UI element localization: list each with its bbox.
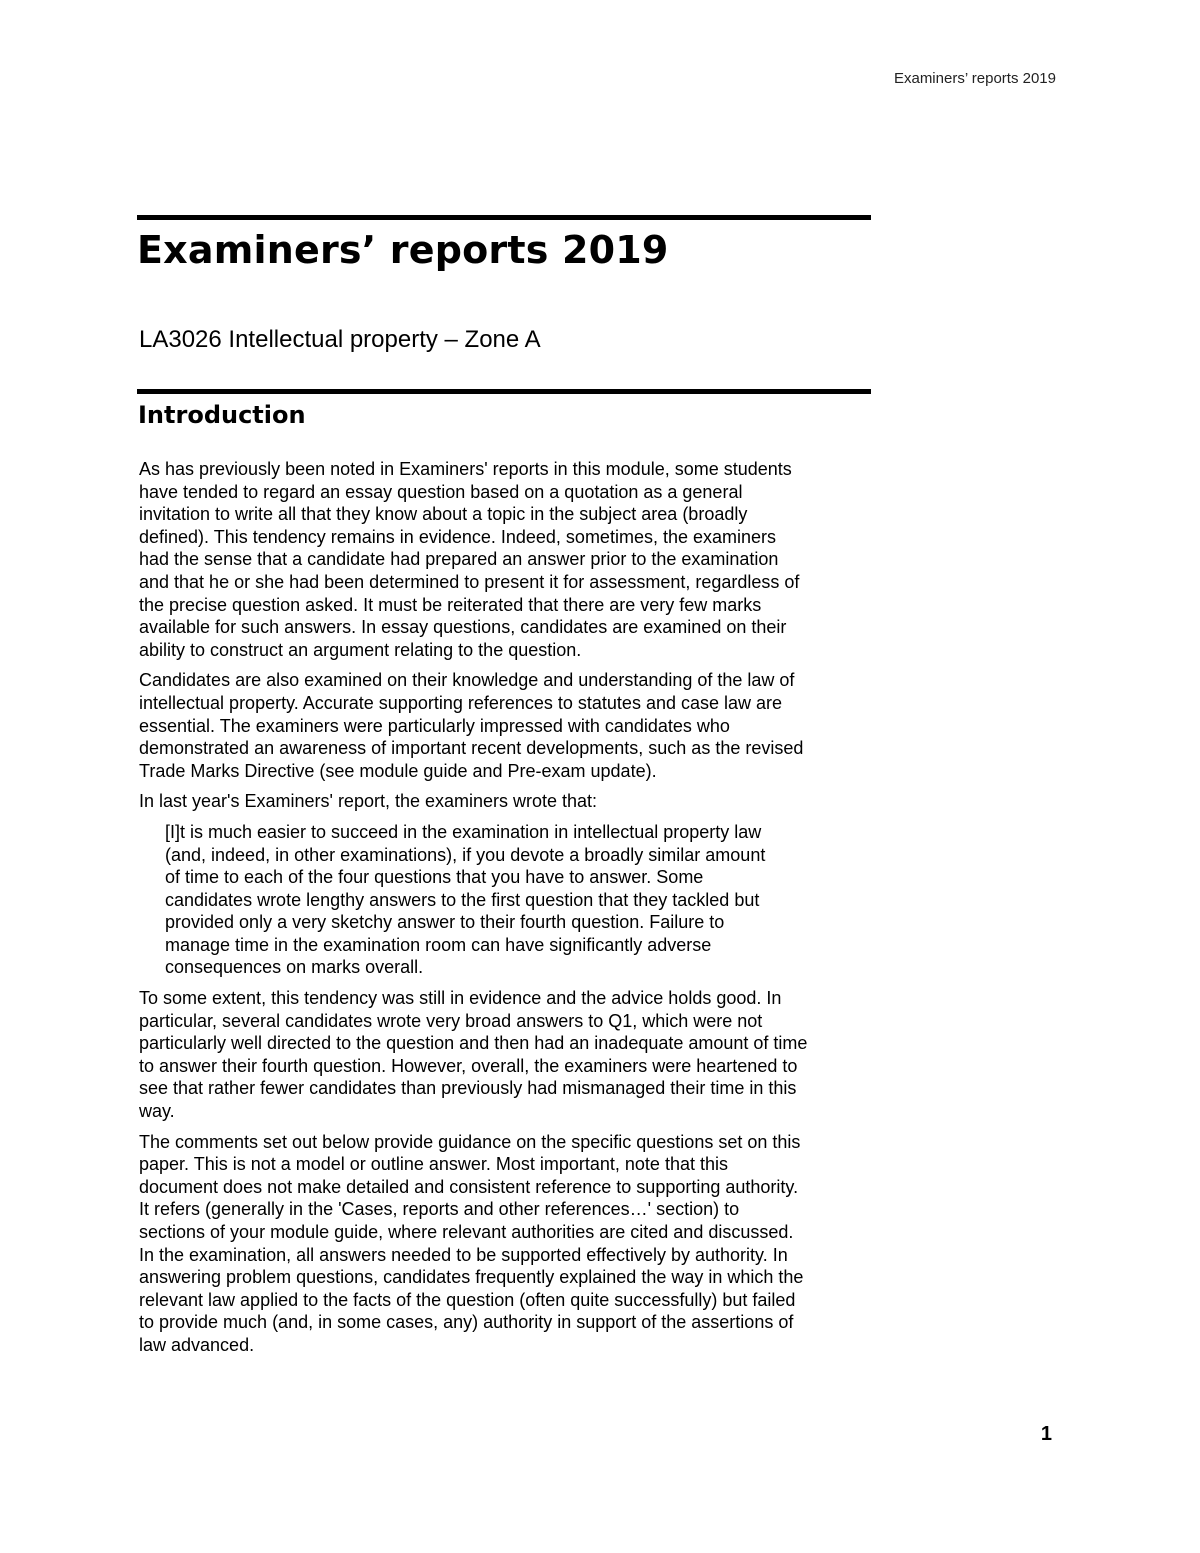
section-heading-introduction: Introduction — [138, 401, 306, 429]
text-line: The comments set out below provide guidance on the specific questions set on this — [139, 1131, 801, 1152]
text-line: Trade Marks Directive (see module guide and Pre-exam update). — [139, 760, 657, 781]
text-line: particular, several candidates wrote very broad answers to Q1, which were not — [139, 1010, 763, 1031]
running-header: Examiners’ reports 2019 — [893, 70, 1056, 87]
text-line: relevant law applied to the facts of the question (often quite successfully) but failed — [139, 1289, 796, 1310]
text-line: Candidates are also examined on their knowledge and understanding of the law of — [139, 670, 795, 691]
text-line: In the examination, all answers needed to be supported effectively by authority. In — [139, 1244, 788, 1265]
body-text — [139, 458, 879, 1365]
text-line: law advanced. — [139, 1334, 255, 1355]
text-line: intellectual property. Accurate supporting references to statutes and case law are — [139, 692, 783, 713]
quote-line: (and, indeed, in other examinations), if you devote a broadly similar amount — [165, 844, 766, 865]
text-line: available for such answers. In essay questions, candidates are examined on their — [139, 617, 787, 638]
text-line: paper. This is not a model or outline answer. Most important, note that this — [139, 1154, 728, 1175]
text-line: the precise question asked. It must be reiterated that there are very few marks — [139, 594, 762, 615]
page-title: Examiners’ reports 2019 — [137, 228, 669, 272]
text-line: invitation to write all that they know about a topic in the subject area (broadly — [139, 504, 748, 525]
text-line: to provide much (and, in some cases, any) authority in support of the assertions of — [139, 1312, 794, 1333]
title-bottom-rule — [137, 389, 871, 394]
text-line: As has previously been noted in Examiners' reports in this module, some students — [139, 459, 792, 479]
text-line: defined). This tendency remains in evidence. Indeed, sometimes, the examiners — [139, 526, 777, 547]
paragraph-3 — [139, 790, 879, 813]
page-subtitle: LA3026 Intellectual property – Zone A — [139, 326, 541, 353]
text-line: document does not make detailed and consistent reference to supporting authority. — [139, 1176, 799, 1197]
quote-line: candidates wrote lengthy answers to the first question that they tackled but — [165, 889, 760, 910]
text-line: answering problem questions, candidates frequently explained the way in which the — [139, 1267, 804, 1288]
text-line: It refers (generally in the 'Cases, reports and other references…' section) to — [139, 1199, 740, 1220]
page-number: 1 — [1040, 1423, 1052, 1445]
quote-line: consequences on marks overall. — [165, 957, 424, 978]
text-line: see that rather fewer candidates than previously had mismanaged their time in this — [139, 1078, 797, 1099]
block-quote — [165, 821, 879, 979]
text-line: had the sense that a candidate had prepared an answer prior to the examination — [139, 549, 779, 570]
paragraph-1 — [139, 458, 879, 661]
quote-line: [I]t is much easier to succeed in the examination in intellectual property law — [165, 821, 762, 842]
text-line: and that he or she had been determined to present it for assessment, regardless of — [139, 571, 800, 592]
text-line: particularly well directed to the question and then had an inadequate amount of time — [139, 1033, 808, 1054]
text-line: To some extent, this tendency was still in evidence and the advice holds good. In — [139, 988, 782, 1009]
paragraph-2 — [139, 669, 879, 782]
quote-line: of time to each of the four questions that you have to answer. Some — [165, 867, 704, 888]
paragraph-4 — [139, 987, 879, 1123]
quote-line: manage time in the examination room can have significantly adverse — [165, 934, 712, 955]
text-line: have tended to regard an essay question based on a quotation as a general — [139, 481, 743, 502]
paragraph-5 — [139, 1131, 879, 1357]
text-line: way. — [139, 1101, 175, 1122]
quote-line: provided only a very sketchy answer to their fourth question. Failure to — [165, 912, 725, 933]
text-line: ability to construct an argument relating to the question. — [139, 639, 582, 660]
text-line: In last year's Examiners' report, the examiners wrote that: — [139, 791, 598, 812]
text-line: essential. The examiners were particularly impressed with candidates who — [139, 715, 730, 736]
title-top-rule — [137, 215, 871, 220]
text-line: sections of your module guide, where relevant authorities are cited and discussed. — [139, 1222, 794, 1242]
text-line: to answer their fourth question. However, overall, the examiners were heartened to — [139, 1055, 798, 1076]
text-line: demonstrated an awareness of important recent developments, such as the revised — [139, 738, 804, 759]
